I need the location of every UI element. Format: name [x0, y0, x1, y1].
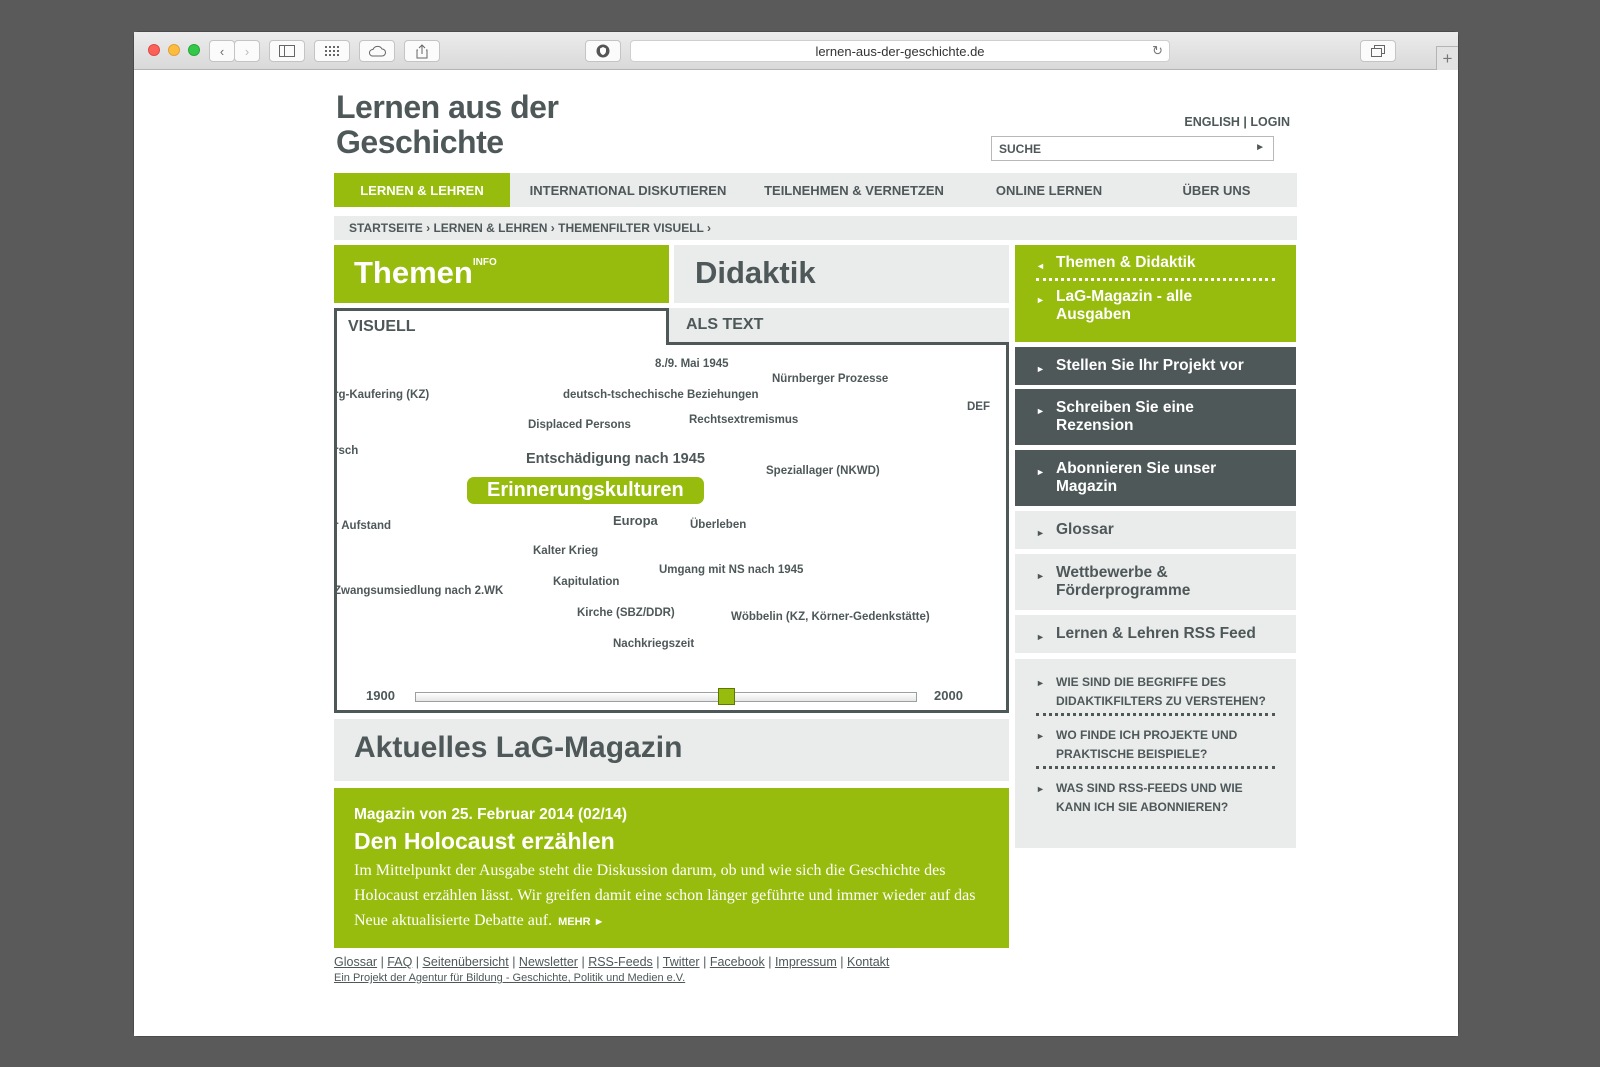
- close-window-button[interactable]: [148, 44, 160, 56]
- back-arrow-icon: ‹: [219, 43, 225, 59]
- cloud-term-selected[interactable]: Erinnerungskulturen: [467, 477, 704, 504]
- sidebar-faq-box: [1015, 659, 1296, 848]
- arrow-left-icon: ◄: [1036, 261, 1045, 271]
- cloud-icon: [368, 45, 386, 57]
- arrow-right-icon: ►: [1036, 678, 1045, 688]
- cloud-term[interactable]: Europa: [613, 513, 658, 528]
- cloud-term[interactable]: DEF: [967, 401, 990, 413]
- footer-link-twitter[interactable]: Twitter: [662, 955, 700, 969]
- tab-als-text[interactable]: ALS TEXT: [669, 308, 1009, 345]
- forward-arrow-icon: ›: [244, 43, 250, 59]
- cloud-term[interactable]: Rechtsextremismus: [689, 414, 799, 426]
- cloud-term[interactable]: Speziallager (NKWD): [766, 465, 880, 477]
- footer-link-faq[interactable]: FAQ: [387, 955, 413, 969]
- sidebar-item-label: Glossar: [1056, 521, 1114, 538]
- icloud-tabs-button[interactable]: [359, 40, 395, 62]
- dotted-divider: [1036, 766, 1275, 769]
- footer-link-glossar[interactable]: Glossar: [334, 955, 378, 969]
- footer-link-newsletter[interactable]: Newsletter: [518, 955, 578, 969]
- cloud-term[interactable]: rg-Kaufering (KZ): [334, 389, 430, 401]
- zoom-window-button[interactable]: [188, 44, 200, 56]
- magazine-more-link[interactable]: MEHR ►: [558, 916, 605, 928]
- footer-separator: |: [703, 955, 707, 969]
- address-bar[interactable]: [630, 40, 1170, 62]
- footer-separator: |: [768, 955, 772, 969]
- sidebar-item-rss-feed[interactable]: [1015, 615, 1296, 653]
- arrow-right-icon: ►: [1036, 784, 1045, 794]
- tab-visuell[interactable]: VISUELL: [334, 308, 669, 345]
- sidebar-item-glossar[interactable]: [1015, 511, 1296, 549]
- shield-icon: [596, 44, 610, 58]
- browser-window: [134, 32, 1458, 1036]
- cloud-term[interactable]: Nürnberger Prozesse: [772, 373, 889, 385]
- tabs-icon: [1371, 45, 1385, 57]
- arrow-right-icon: ►: [1036, 571, 1045, 581]
- login-link[interactable]: LOGIN: [1250, 115, 1290, 129]
- footer-link-kontakt[interactable]: Kontakt: [846, 955, 890, 969]
- arrow-right-icon: ►: [1036, 364, 1045, 374]
- timeline-end-year: 2000: [934, 688, 963, 703]
- cloud-term[interactable]: Umgang mit NS nach 1945: [659, 564, 804, 576]
- cloud-term[interactable]: Zwangsumsiedlung nach 2.WK: [334, 585, 504, 597]
- cloud-term[interactable]: Entschädigung nach 1945: [526, 451, 705, 467]
- magazine-text: [354, 858, 989, 935]
- timeline-start-year: 1900: [366, 688, 395, 703]
- footer: [334, 954, 1034, 986]
- faq-item-label: WIE SIND DIE BEGRIFFE DES DIDAKTIKFILTERS ZU VERSTEHEN?: [1056, 675, 1266, 708]
- sidebar-item-wettbewerbe[interactable]: [1015, 554, 1296, 610]
- sidebar-item-label: Themen & Didaktik: [1056, 254, 1196, 271]
- nav-item-teilnehmen-vernetzen[interactable]: TEILNEHMEN & VERNETZEN: [764, 182, 944, 198]
- sidebar-item-label: Schreiben Sie eine Rezension: [1056, 399, 1194, 434]
- share-icon: [416, 44, 428, 59]
- arrow-right-icon: ►: [1036, 632, 1045, 642]
- magazine-text-body: Im Mittelpunkt der Ausgabe steht die Diskussion darum, ob und wie sich die Geschichte des Holocaust erzählen lässt. Wir greifen damit eine schon länger geführte und immer wieder auf das Neue aktualisierte Debatte auf.: [354, 862, 976, 929]
- footer-separator: |: [656, 955, 660, 969]
- magazine-date: Magazin von 25. Februar 2014 (02/14): [354, 806, 628, 823]
- footer-link-impressum[interactable]: Impressum: [774, 955, 837, 969]
- sidebar-icon: [279, 45, 295, 57]
- sidebar-item-label: Lernen & Lehren RSS Feed: [1056, 625, 1256, 642]
- top-sites-button[interactable]: [314, 40, 350, 62]
- cloud-term[interactable]: Kalter Krieg: [533, 545, 599, 557]
- sidebar-item-projekt-vorstellen[interactable]: [1015, 347, 1296, 385]
- cloud-term[interactable]: Überleben: [690, 519, 747, 531]
- dotted-divider: [1036, 278, 1275, 281]
- footer-separator: |: [415, 955, 420, 969]
- footer-link-rss-feeds[interactable]: RSS-Feeds: [588, 955, 653, 969]
- cloud-term[interactable]: Kirche (SBZ/DDR): [577, 607, 675, 619]
- themen-title: Themen: [354, 255, 473, 290]
- sidebar-item-label: Abonnieren Sie unser Magazin: [1056, 460, 1217, 495]
- sidebar-item-label: Stellen Sie Ihr Projekt vor: [1056, 357, 1244, 374]
- footer-links: [334, 954, 1034, 970]
- magazine-teaser[interactable]: [334, 788, 1009, 948]
- forward-button[interactable]: [234, 40, 260, 62]
- arrow-right-icon: ►: [1036, 528, 1045, 538]
- magazine-title[interactable]: Den Holocaust erzählen: [354, 828, 615, 854]
- back-button[interactable]: [209, 40, 235, 62]
- logo-line-2: Geschichte: [336, 124, 504, 160]
- cloud-term[interactable]: Kapitulation: [553, 576, 620, 588]
- tab-overview-button[interactable]: [1360, 40, 1396, 62]
- faq-item-label: WAS SIND RSS-FEEDS UND WIE KANN ICH SIE ABONNIEREN?: [1056, 781, 1243, 814]
- grid-icon: [325, 46, 339, 56]
- search-label: SUCHE: [999, 142, 1042, 156]
- didaktik-panel-header[interactable]: Didaktik: [674, 245, 1009, 303]
- sidebar-toggle-button[interactable]: [269, 40, 305, 62]
- minimize-window-button[interactable]: [168, 44, 180, 56]
- footer-tagline-link[interactable]: Ein Projekt der Agentur für Bildung - Geschichte, Politik und Medien e.V.: [334, 972, 686, 984]
- cloud-term[interactable]: deutsch-tschechische Beziehungen: [563, 389, 759, 401]
- nav-item-lernen-lehren[interactable]: LERNEN & LEHREN: [334, 173, 510, 207]
- nav-item-international-diskutieren[interactable]: INTERNATIONAL DISKUTIEREN: [529, 182, 727, 198]
- sidebar-item-themen-didaktik[interactable]: [1015, 254, 1296, 272]
- privacy-button[interactable]: [585, 40, 621, 62]
- breadcrumb[interactable]: STARTSEITE › LERNEN & LEHREN › THEMENFILTER VISUELL ›: [334, 216, 1297, 240]
- sidebar-item-label: Wettbewerbe & Förderprogramme: [1056, 564, 1191, 599]
- reload-icon[interactable]: ↻: [1152, 43, 1163, 58]
- search-submit-icon[interactable]: ►: [1255, 142, 1265, 153]
- footer-link-seitenuebersicht[interactable]: Seitenübersicht: [422, 955, 509, 969]
- arrow-right-icon: ►: [1036, 406, 1045, 416]
- url-text: lernen-aus-der-geschichte.de: [815, 43, 985, 59]
- cloud-term[interactable]: Nachkriegszeit: [613, 638, 695, 650]
- themen-panel-header[interactable]: [334, 245, 669, 303]
- arrow-right-icon: ►: [1036, 295, 1045, 305]
- cloud-term[interactable]: Wöbbelin (KZ, Körner-Gedenkstätte): [731, 611, 930, 623]
- plus-icon: +: [1442, 48, 1453, 68]
- sidebar-item-label: LaG-Magazin - alle Ausgaben: [1056, 288, 1193, 323]
- cloud-term[interactable]: 8./9. Mai 1945: [655, 358, 729, 370]
- timeline-slider-handle[interactable]: [718, 688, 735, 705]
- footer-separator: |: [380, 955, 384, 969]
- faq-item-didaktikfilter[interactable]: [1015, 673, 1296, 711]
- top-links: [1178, 115, 1290, 129]
- site-logo[interactable]: [336, 90, 558, 160]
- faq-item-rss[interactable]: [1015, 779, 1296, 817]
- share-button[interactable]: [404, 40, 440, 62]
- footer-separator: |: [840, 955, 844, 969]
- themen-info-link[interactable]: INFO: [472, 257, 497, 268]
- top-links-separator: |: [1243, 115, 1247, 129]
- new-tab-button[interactable]: [1436, 46, 1458, 70]
- cloud-term[interactable]: r Aufstand: [334, 520, 392, 532]
- search-input[interactable]: [991, 136, 1274, 161]
- browser-toolbar: [134, 32, 1458, 70]
- faq-item-label: WO FINDE ICH PROJEKTE UND PRAKTISCHE BEISPIELE?: [1056, 728, 1238, 761]
- english-link[interactable]: ENGLISH: [1184, 115, 1240, 129]
- footer-separator: |: [512, 955, 516, 969]
- arrow-right-icon: ►: [1036, 467, 1045, 477]
- sidebar-item-rezension[interactable]: [1015, 389, 1296, 445]
- sidebar-item-abonnieren[interactable]: [1015, 450, 1296, 506]
- main-nav: [334, 173, 1297, 207]
- sidebar-green-box: [1015, 245, 1296, 342]
- dotted-divider: [1036, 713, 1275, 716]
- nav-item-ueber-uns[interactable]: ÜBER UNS: [1182, 182, 1251, 198]
- cloud-term[interactable]: rsch: [334, 445, 359, 457]
- cloud-term[interactable]: Displaced Persons: [528, 419, 631, 431]
- sidebar-item-lag-magazin[interactable]: [1015, 288, 1296, 324]
- footer-link-facebook[interactable]: Facebook: [709, 955, 765, 969]
- faq-item-projekte[interactable]: [1015, 726, 1296, 764]
- page-content: [134, 71, 1458, 1036]
- nav-item-online-lernen[interactable]: ONLINE LERNEN: [995, 182, 1103, 198]
- logo-line-1: Lernen aus der: [336, 89, 559, 125]
- magazine-heading: Aktuelles LaG-Magazin: [334, 719, 1009, 781]
- footer-separator: |: [581, 955, 585, 969]
- arrow-right-icon: ►: [1036, 731, 1045, 741]
- theme-cloud: [334, 345, 1006, 710]
- timeline-slider-track[interactable]: [415, 692, 917, 702]
